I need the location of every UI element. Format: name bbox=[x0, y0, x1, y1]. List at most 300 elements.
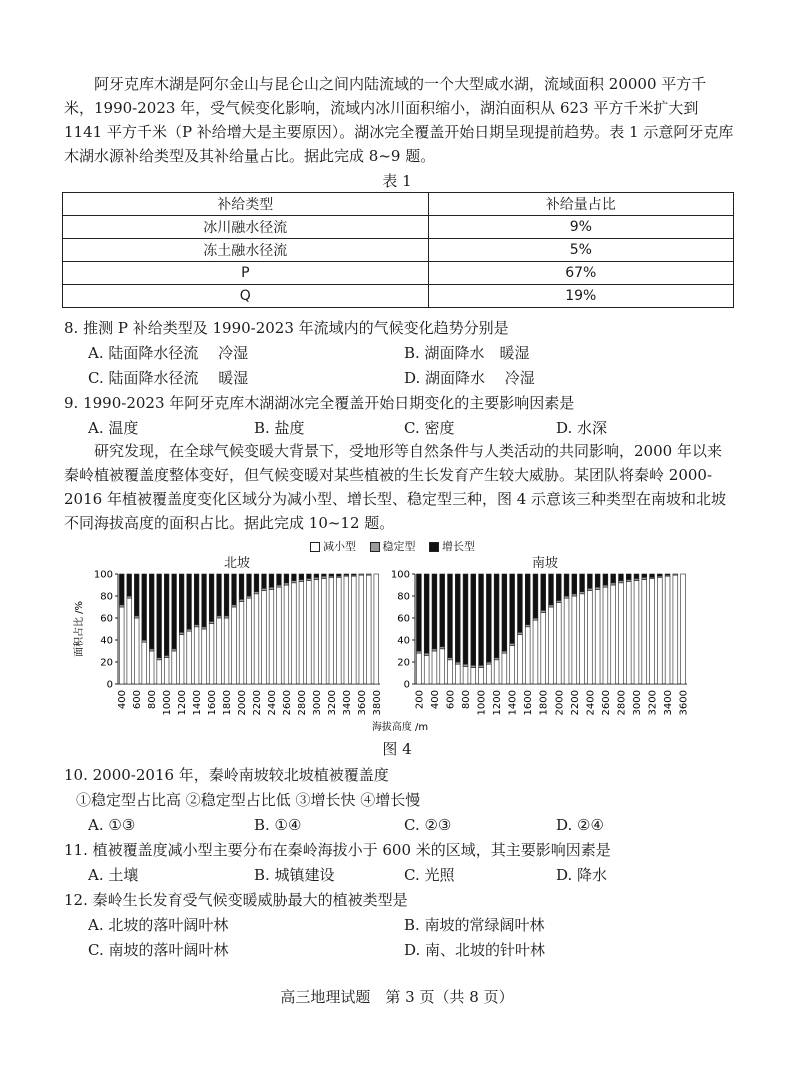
bar-north-decrease bbox=[157, 660, 162, 684]
bar-south-stable bbox=[533, 618, 538, 620]
bar-north-decrease bbox=[194, 627, 199, 684]
table-header: 补给量占比 bbox=[428, 193, 733, 216]
table-row bbox=[63, 239, 734, 262]
bar-north-increase bbox=[292, 574, 297, 581]
bar-north-increase bbox=[232, 574, 237, 605]
x-tick-label: 1800 bbox=[222, 690, 234, 716]
bar-north-stable bbox=[127, 596, 132, 598]
bar-south-decrease bbox=[541, 613, 546, 685]
bar-south-stable bbox=[432, 649, 437, 651]
supply-table bbox=[62, 192, 734, 308]
bar-north-increase bbox=[351, 574, 356, 575]
bar-north-stable bbox=[269, 587, 274, 589]
bar-south-decrease bbox=[626, 582, 631, 684]
bar-south-stable bbox=[463, 664, 468, 666]
bar-north-decrease bbox=[142, 642, 147, 684]
question-8-option-a: A. 陆面降水径流 冷湿 bbox=[88, 344, 249, 362]
table-header: 补给类型 bbox=[63, 193, 429, 216]
bar-north-increase bbox=[187, 574, 192, 629]
legend-swatch-stable bbox=[370, 542, 380, 552]
bar-south-increase bbox=[572, 574, 577, 594]
bar-south-decrease bbox=[603, 587, 608, 684]
x-tick-label: 2800 bbox=[296, 690, 308, 716]
bar-north-increase bbox=[119, 574, 124, 605]
bar-south-increase bbox=[665, 574, 670, 575]
bar-north-stable bbox=[194, 625, 199, 627]
y-tick-label: 100 bbox=[93, 569, 113, 581]
bar-south-decrease bbox=[533, 620, 538, 684]
y-tick-label: 60 bbox=[397, 613, 410, 625]
bar-north-stable bbox=[142, 640, 147, 642]
bar-south-decrease bbox=[486, 664, 491, 684]
x-tick-label: 3200 bbox=[326, 690, 338, 716]
bar-south-stable bbox=[611, 583, 616, 585]
bar-north-decrease bbox=[314, 580, 319, 685]
x-tick-label: 3600 bbox=[678, 690, 690, 716]
bar-south-decrease bbox=[510, 646, 515, 685]
bar-south-stable bbox=[494, 658, 499, 660]
question-10-option-d: D. ②④ bbox=[556, 816, 604, 834]
bar-south-decrease bbox=[518, 635, 523, 685]
question-11-option-c: C. 光照 bbox=[404, 866, 455, 884]
x-tick-label: 2600 bbox=[281, 690, 293, 716]
bar-south-increase bbox=[494, 574, 499, 658]
bar-south-stable bbox=[525, 625, 530, 627]
passage-intro-2: 研究发现，在全球气候变暖大背景下，受地形等自然条件与人类活动的共同影响，2000 年以来秦岭植被覆盖度整体变好，但气候变暖对某些植被的生长发育产生较大威胁。某团队将秦岭 2000-2016 年植被覆盖度变化区域分为减小型、增长型、稳定型三种，图 4 示意该三种类型在南坡和北坡不同海拔高度的面积占比。据此完成 10~12 题。 bbox=[64, 442, 727, 532]
question-11-stem: 11. 植被覆盖度减小型主要分布在秦岭海拔小于 600 米的区域，其主要影响因素是 bbox=[64, 841, 611, 859]
bar-north-stable bbox=[366, 574, 371, 575]
bar-north-increase bbox=[157, 574, 162, 658]
bar-north-increase bbox=[262, 574, 267, 588]
bar-south-increase bbox=[619, 574, 624, 581]
bar-south-increase bbox=[595, 574, 600, 587]
question-12-option-c: C. 南坡的落叶阔叶林 bbox=[88, 941, 229, 959]
bar-south-decrease bbox=[572, 596, 577, 684]
bar-south-stable bbox=[440, 647, 445, 649]
bar-north-decrease bbox=[239, 602, 244, 685]
bar-south-increase bbox=[471, 574, 476, 665]
bar-south-increase bbox=[416, 574, 421, 651]
bar-north-stable bbox=[179, 632, 184, 634]
bar-north-stable bbox=[172, 649, 177, 651]
bar-north-decrease bbox=[292, 583, 297, 684]
bar-north-decrease bbox=[351, 576, 356, 684]
bar-north-stable bbox=[262, 588, 267, 590]
question-11-option-d: D. 降水 bbox=[556, 866, 608, 884]
bar-south-increase bbox=[502, 574, 507, 651]
bar-south-stable bbox=[603, 585, 608, 587]
bar-north-stable bbox=[232, 605, 237, 607]
table-cell: 67% bbox=[428, 262, 733, 285]
legend-swatch-increase bbox=[429, 542, 439, 552]
x-tick-label: 2800 bbox=[616, 690, 628, 716]
bar-north-increase bbox=[142, 574, 147, 640]
bar-north-increase bbox=[254, 574, 259, 592]
bar-north-decrease bbox=[127, 598, 132, 684]
bar-south-decrease bbox=[611, 585, 616, 684]
bar-north-stable bbox=[149, 649, 154, 651]
bar-south-stable bbox=[518, 632, 523, 634]
bar-south-increase bbox=[432, 574, 437, 649]
bar-north-increase bbox=[329, 574, 334, 576]
bar-south-increase bbox=[518, 574, 523, 632]
bar-south-increase bbox=[626, 574, 631, 580]
bar-north-decrease bbox=[247, 598, 252, 684]
bar-south-decrease bbox=[455, 664, 460, 684]
x-tick-label: 1600 bbox=[523, 690, 535, 716]
bar-north-stable bbox=[134, 616, 139, 618]
question-9-option-a: A. 温度 bbox=[88, 419, 139, 437]
bar-south-decrease bbox=[634, 581, 639, 684]
bar-south-stable bbox=[556, 600, 561, 602]
bar-south-increase bbox=[556, 574, 561, 600]
bar-south-decrease bbox=[650, 578, 655, 684]
bar-north-increase bbox=[314, 574, 319, 577]
bar-south-decrease bbox=[424, 655, 429, 684]
bar-south-increase bbox=[486, 574, 491, 662]
bar-south-stable bbox=[471, 665, 476, 667]
chart-title-south: 南坡 bbox=[532, 556, 559, 571]
bar-north-stable bbox=[284, 583, 289, 585]
chart-legend bbox=[300, 538, 475, 554]
bar-south-increase bbox=[424, 574, 429, 653]
bar-north-increase bbox=[217, 574, 222, 616]
bar-south-decrease bbox=[681, 574, 686, 684]
bar-north-stable bbox=[292, 581, 297, 583]
bar-south-decrease bbox=[665, 576, 670, 684]
bar-north-increase bbox=[209, 574, 214, 621]
bar-south-stable bbox=[486, 662, 491, 664]
bar-south-stable bbox=[564, 596, 569, 598]
bar-north-increase bbox=[194, 574, 199, 625]
bar-north-stable bbox=[254, 592, 259, 594]
bar-south-stable bbox=[587, 588, 592, 590]
y-tick-label: 0 bbox=[403, 679, 410, 691]
bar-south-increase bbox=[463, 574, 468, 664]
bar-north-decrease bbox=[269, 589, 274, 684]
bar-south-increase bbox=[533, 574, 538, 618]
bar-north-decrease bbox=[374, 574, 379, 684]
bar-south-decrease bbox=[556, 603, 561, 684]
bar-north-decrease bbox=[202, 629, 207, 684]
x-tick-label: 1000 bbox=[476, 690, 488, 716]
bar-south-increase bbox=[448, 574, 453, 658]
bar-north-decrease bbox=[119, 607, 124, 684]
question-10-statements: ①稳定型占比高 ②稳定型占比低 ③增长快 ④增长慢 bbox=[76, 791, 421, 809]
bar-north-decrease bbox=[164, 658, 169, 684]
bar-north-stable bbox=[119, 605, 124, 607]
bar-north-decrease bbox=[224, 618, 229, 684]
bar-south-stable bbox=[642, 577, 647, 579]
y-tick-label: 40 bbox=[100, 635, 113, 647]
bar-south-decrease bbox=[502, 653, 507, 684]
bar-south-decrease bbox=[494, 660, 499, 684]
bar-north-decrease bbox=[299, 582, 304, 684]
legend-swatch-decrease bbox=[310, 542, 320, 552]
x-tick-label: 2400 bbox=[266, 690, 278, 716]
bar-south-decrease bbox=[549, 607, 554, 684]
bar-south-increase bbox=[549, 574, 554, 605]
question-9-stem: 9. 1990-2023 年阿牙克库木湖湖冰完全覆盖开始日期变化的主要影响因素是 bbox=[64, 394, 575, 412]
x-tick-label: 2200 bbox=[251, 690, 263, 716]
bar-north-decrease bbox=[262, 591, 267, 685]
bar-north-decrease bbox=[307, 581, 312, 684]
question-8-stem: 8. 推测 P 补给类型及 1990-2023 年流域内的气候变化趋势分别是 bbox=[64, 319, 509, 337]
bar-south-increase bbox=[440, 574, 445, 647]
bar-south-decrease bbox=[416, 653, 421, 684]
x-tick-label: 3200 bbox=[647, 690, 659, 716]
bar-north-increase bbox=[307, 574, 312, 578]
table-cell: 冰川融水径流 bbox=[63, 216, 429, 239]
bar-south-stable bbox=[626, 580, 631, 582]
bar-north-increase bbox=[277, 574, 282, 585]
bar-north-increase bbox=[202, 574, 207, 627]
question-12-option-a: A. 北坡的落叶阔叶林 bbox=[88, 916, 229, 934]
x-tick-label: 600 bbox=[132, 690, 144, 710]
x-tick-label: 2400 bbox=[585, 690, 597, 716]
bar-south-increase bbox=[587, 574, 592, 588]
bar-south-stable bbox=[572, 594, 577, 596]
bar-south-decrease bbox=[463, 666, 468, 684]
x-tick-label: 3800 bbox=[371, 690, 383, 716]
y-tick-label: 20 bbox=[397, 657, 410, 669]
y-tick-label: 80 bbox=[397, 591, 410, 603]
bar-north-stable bbox=[224, 616, 229, 618]
bar-north-decrease bbox=[344, 576, 349, 684]
x-tick-label: 2000 bbox=[237, 690, 249, 716]
bar-north-decrease bbox=[329, 577, 334, 684]
chart-title-north: 北坡 bbox=[224, 556, 251, 571]
bar-north-stable bbox=[299, 580, 304, 582]
bar-north-increase bbox=[164, 574, 169, 655]
bar-north-stable bbox=[239, 599, 244, 601]
table-row bbox=[63, 285, 734, 308]
bar-north-increase bbox=[284, 574, 289, 583]
bar-north-stable bbox=[322, 576, 327, 578]
bar-south-stable bbox=[479, 665, 484, 667]
bar-north-stable bbox=[187, 629, 192, 631]
x-tick-label: 3000 bbox=[631, 690, 643, 716]
x-tick-label: 800 bbox=[147, 690, 159, 710]
bar-north-increase bbox=[247, 574, 252, 596]
bar-north-increase bbox=[299, 574, 304, 580]
question-9-option-b: B. 盐度 bbox=[254, 419, 305, 437]
bar-north-decrease bbox=[232, 607, 237, 684]
x-tick-label: 1400 bbox=[507, 690, 519, 716]
table-row bbox=[63, 262, 734, 285]
bar-north-increase bbox=[224, 574, 229, 616]
table-cell: 5% bbox=[428, 239, 733, 262]
figure-caption: 图 4 bbox=[382, 740, 412, 758]
bar-north-increase bbox=[344, 574, 349, 575]
bar-south-stable bbox=[595, 587, 600, 589]
bar-south-increase bbox=[642, 574, 647, 577]
bar-north-stable bbox=[164, 655, 169, 657]
x-tick-label: 2000 bbox=[554, 690, 566, 716]
bar-north-decrease bbox=[172, 651, 177, 684]
bar-south-decrease bbox=[448, 660, 453, 684]
bar-south-increase bbox=[564, 574, 569, 596]
x-tick-label: 1600 bbox=[207, 690, 219, 716]
bar-south-decrease bbox=[657, 577, 662, 684]
question-12-stem: 12. 秦岭生长发育受气候变暖威胁最大的植被类型是 bbox=[64, 891, 408, 909]
bar-north-increase bbox=[239, 574, 244, 599]
x-tick-label: 1000 bbox=[162, 690, 174, 716]
legend-label: 减小型 bbox=[323, 540, 356, 553]
question-10-option-c: C. ②③ bbox=[404, 816, 452, 834]
bar-south-stable bbox=[448, 658, 453, 660]
x-tick-label: 2600 bbox=[600, 690, 612, 716]
question-10-stem: 10. 2000-2016 年，秦岭南坡较北坡植被覆盖度 bbox=[64, 766, 389, 784]
bar-south-decrease bbox=[471, 668, 476, 685]
bar-north-decrease bbox=[254, 594, 259, 684]
bar-north-decrease bbox=[149, 651, 154, 684]
bar-north-stable bbox=[314, 577, 319, 579]
bar-south-decrease bbox=[479, 668, 484, 685]
bar-south-increase bbox=[657, 574, 662, 576]
table-cell: 冻土融水径流 bbox=[63, 239, 429, 262]
bar-north-decrease bbox=[322, 578, 327, 684]
question-10-option-b: B. ①④ bbox=[254, 816, 302, 834]
bar-south-increase bbox=[525, 574, 530, 625]
bar-south-stable bbox=[502, 651, 507, 653]
bar-north-increase bbox=[179, 574, 184, 632]
bar-south-increase bbox=[479, 574, 484, 665]
bar-north-increase bbox=[134, 574, 139, 616]
x-tick-label: 3000 bbox=[311, 690, 323, 716]
question-9-option-d: D. 水深 bbox=[556, 419, 608, 437]
x-tick-label: 600 bbox=[445, 690, 457, 710]
x-tick-label: 1400 bbox=[192, 690, 204, 716]
x-tick-label: 200 bbox=[414, 690, 426, 710]
bar-south-stable bbox=[619, 581, 624, 583]
x-tick-label: 2200 bbox=[569, 690, 581, 716]
bar-south-stable bbox=[541, 610, 546, 612]
bar-north-decrease bbox=[134, 618, 139, 684]
y-tick-label: 80 bbox=[100, 591, 113, 603]
bar-south-decrease bbox=[440, 649, 445, 684]
y-tick-label: 0 bbox=[106, 679, 113, 691]
bar-north-decrease bbox=[277, 587, 282, 684]
question-8-option-c: C. 陆面降水径流 暖湿 bbox=[88, 369, 249, 387]
bar-south-stable bbox=[634, 578, 639, 580]
y-tick-label: 40 bbox=[397, 635, 410, 647]
bar-south-increase bbox=[455, 574, 460, 662]
bar-south-decrease bbox=[642, 580, 647, 685]
bar-south-stable bbox=[455, 662, 460, 664]
question-10-option-a: A. ①③ bbox=[88, 816, 136, 834]
y-tick-label: 100 bbox=[390, 569, 410, 581]
x-tick-label: 3400 bbox=[341, 690, 353, 716]
bar-north-decrease bbox=[187, 631, 192, 684]
bar-north-increase bbox=[322, 574, 327, 576]
bar-south-increase bbox=[510, 574, 515, 643]
question-8-option-b: B. 湖面降水 暖湿 bbox=[404, 344, 530, 362]
table-cell: P bbox=[63, 262, 429, 285]
figure-4-chart bbox=[60, 560, 740, 740]
bar-north-stable bbox=[209, 621, 214, 623]
bar-north-stable bbox=[359, 574, 364, 575]
bar-south-increase bbox=[611, 574, 616, 583]
bar-south-increase bbox=[650, 574, 655, 577]
y-axis-label: 面积占比 /% bbox=[74, 600, 85, 658]
page-footer: 高三地理试题 第 3 页（共 8 页） bbox=[280, 988, 514, 1006]
x-tick-label: 1200 bbox=[177, 690, 189, 716]
bar-north-stable bbox=[277, 585, 282, 587]
x-tick-label: 1800 bbox=[538, 690, 550, 716]
bar-south-decrease bbox=[564, 598, 569, 684]
y-tick-label: 60 bbox=[100, 613, 113, 625]
bar-north-stable bbox=[202, 627, 207, 629]
x-tick-label: 3600 bbox=[356, 690, 368, 716]
bar-south-decrease bbox=[673, 575, 678, 684]
bar-north-decrease bbox=[366, 575, 371, 684]
bar-north-increase bbox=[337, 574, 342, 576]
bar-north-stable bbox=[307, 578, 312, 580]
bar-south-decrease bbox=[619, 583, 624, 684]
x-axis-label: 海拔高度 /m bbox=[371, 722, 429, 733]
question-11-option-b: B. 城镇建设 bbox=[254, 866, 335, 884]
x-tick-label: 3400 bbox=[663, 690, 675, 716]
question-12-option-b: B. 南坡的常绿阔叶林 bbox=[404, 916, 545, 934]
bar-north-decrease bbox=[337, 577, 342, 684]
bar-south-decrease bbox=[587, 591, 592, 685]
question-11-option-a: A. 土壤 bbox=[88, 866, 139, 884]
legend-label: 增长型 bbox=[442, 540, 475, 553]
bar-north-stable bbox=[157, 658, 162, 660]
bar-north-decrease bbox=[179, 635, 184, 685]
table-row bbox=[63, 216, 734, 239]
table-cell: 9% bbox=[428, 216, 733, 239]
question-9-option-c: C. 密度 bbox=[404, 419, 455, 437]
bar-north-increase bbox=[127, 574, 132, 596]
bar-north-decrease bbox=[359, 575, 364, 684]
bar-south-increase bbox=[603, 574, 608, 585]
bar-south-stable bbox=[673, 574, 678, 575]
table-cell: 19% bbox=[428, 285, 733, 308]
bar-south-stable bbox=[510, 643, 515, 645]
table-caption: 表 1 bbox=[382, 172, 412, 190]
bar-south-stable bbox=[580, 592, 585, 594]
bar-north-increase bbox=[269, 574, 274, 587]
bar-north-decrease bbox=[209, 624, 214, 685]
x-tick-label: 400 bbox=[429, 690, 441, 710]
bar-south-decrease bbox=[525, 627, 530, 684]
question-8-option-d: D. 湖面降水 冷湿 bbox=[404, 369, 535, 387]
bar-south-increase bbox=[634, 574, 639, 578]
bar-south-decrease bbox=[580, 594, 585, 684]
bar-south-increase bbox=[580, 574, 585, 592]
bar-north-decrease bbox=[284, 585, 289, 684]
table-cell: Q bbox=[63, 285, 429, 308]
bar-south-decrease bbox=[595, 589, 600, 684]
x-tick-label: 400 bbox=[117, 690, 129, 710]
bar-north-decrease bbox=[217, 618, 222, 684]
bar-north-increase bbox=[149, 574, 154, 649]
bar-south-stable bbox=[424, 653, 429, 655]
question-12-option-d: D. 南、北坡的针叶林 bbox=[404, 941, 546, 959]
bar-north-stable bbox=[247, 596, 252, 598]
bar-north-increase bbox=[172, 574, 177, 649]
passage-intro-1: 阿牙克库木湖是阿尔金山与昆仑山之间内陆流域的一个大型咸水湖，流域面积 20000 平方千米，1990-2023 年，受气候变化影响，流域内冰川面积缩小，湖泊面积从 623 平方千米扩大到 1141 平方千米（P 补给增大是主要原因）。湖冰完全覆盖开始日期呈现提前趋势。表 1 示意阿牙克库木湖水源补给类型及其补给量占比。据此完成 8~9 题。 bbox=[64, 75, 734, 165]
bar-south-decrease bbox=[432, 651, 437, 684]
x-tick-label: 1200 bbox=[492, 690, 504, 716]
bar-south-stable bbox=[549, 605, 554, 607]
bar-south-increase bbox=[541, 574, 546, 610]
y-tick-label: 20 bbox=[100, 657, 113, 669]
bar-north-stable bbox=[217, 616, 222, 618]
bar-south-stable bbox=[416, 651, 421, 653]
